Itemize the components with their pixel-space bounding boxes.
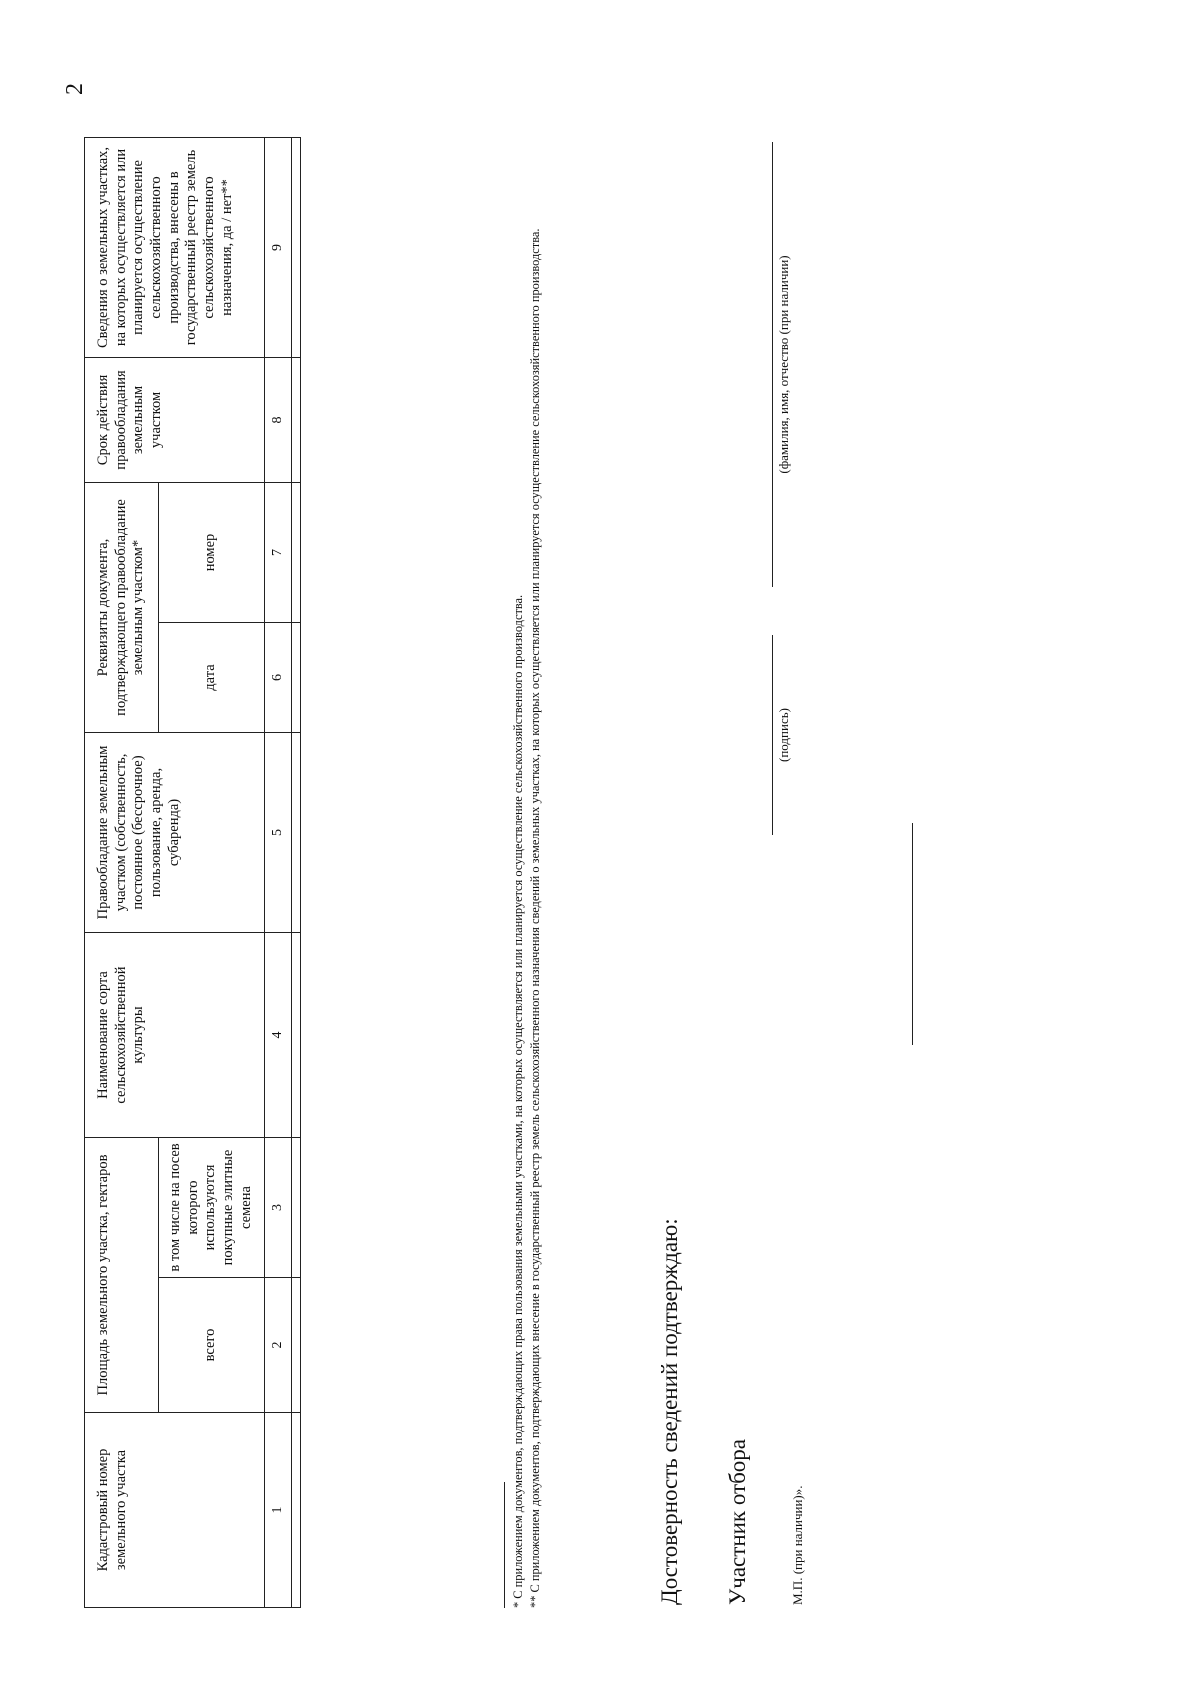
table-cell	[291, 357, 300, 482]
table-cell	[291, 1278, 300, 1413]
column-number: 7	[264, 482, 291, 622]
column-number: 5	[264, 733, 291, 933]
signature-caption: (подпись)	[776, 708, 791, 762]
stamp-note: М.П. (при наличии)».	[790, 1485, 805, 1605]
participant-label: Участник отбора	[725, 1438, 750, 1605]
column-number: 3	[264, 1138, 291, 1278]
header-crop-variety: Наименование сорта сельскохозяйственной культуры	[85, 933, 265, 1138]
stamp-line	[912, 823, 913, 1045]
table-cell	[291, 137, 300, 357]
table-cell	[291, 623, 300, 733]
table-cell	[291, 482, 300, 622]
footnote-rule	[504, 1482, 505, 1608]
header-ownership: Правообладание земельным участком (собственность, постоянное (бессрочное) пользование, аренда, субаренда)	[85, 733, 265, 933]
column-number: 9	[264, 137, 291, 357]
column-number: 4	[264, 933, 291, 1138]
land-plots-table	[84, 137, 301, 1608]
footnote-2: ** С приложением документов, подтверждающих внесение в государственный реестр земель сельскохозяйственного назначения сведений о земельных участках, на которых осуществляется или планируется осуществление сельскохозяйственного производства.	[527, 228, 542, 1608]
table-header-row	[85, 137, 159, 1607]
column-number: 8	[264, 357, 291, 482]
full-name-line	[772, 142, 773, 587]
page-number: 2	[62, 83, 88, 95]
signature-line	[772, 635, 773, 835]
header-area-total: всего	[159, 1278, 264, 1413]
column-numbers-row	[264, 137, 291, 1607]
header-document-date: дата	[159, 623, 264, 733]
footnote-1: * С приложением документов, подтверждающих права пользования земельными участками, на которых осуществляется или планируется осуществление сельскохозяйственного производства.	[511, 594, 525, 1608]
header-ownership-term: Срок действия правообладания земельным участком	[85, 357, 265, 482]
table-cell	[291, 1413, 300, 1608]
table-cell	[291, 933, 300, 1138]
header-document-details: Реквизиты документа, подтверждающего правообладание земельным участком*	[85, 482, 159, 732]
column-number: 2	[264, 1278, 291, 1413]
header-area-elite-seeds: в том числе на посев которого используются покупные элитные семена	[159, 1138, 264, 1278]
footnotes	[510, 136, 543, 1608]
header-cadastral-number: Кадастровый номер земельного участка	[85, 1413, 265, 1608]
header-registry-info: Сведения о земельных участках, на которых осуществляется или планируется осуществление сельскохозяйственного производства, внесены в государственный реестр земель сельскохозяйственного назначения, да / нет**	[85, 137, 265, 357]
column-number: 6	[264, 623, 291, 733]
confirmation-text: Достоверность сведений подтверждаю:	[657, 1218, 682, 1605]
table-cell	[291, 1138, 300, 1278]
table-cell	[291, 733, 300, 933]
full-name-caption: (фамилия, имя, отчество (при наличии)	[776, 255, 791, 474]
column-number: 1	[264, 1413, 291, 1608]
header-area: Площадь земельного участка, гектаров	[85, 1138, 159, 1413]
header-document-number: номер	[159, 482, 264, 622]
table-empty-row	[291, 137, 300, 1607]
